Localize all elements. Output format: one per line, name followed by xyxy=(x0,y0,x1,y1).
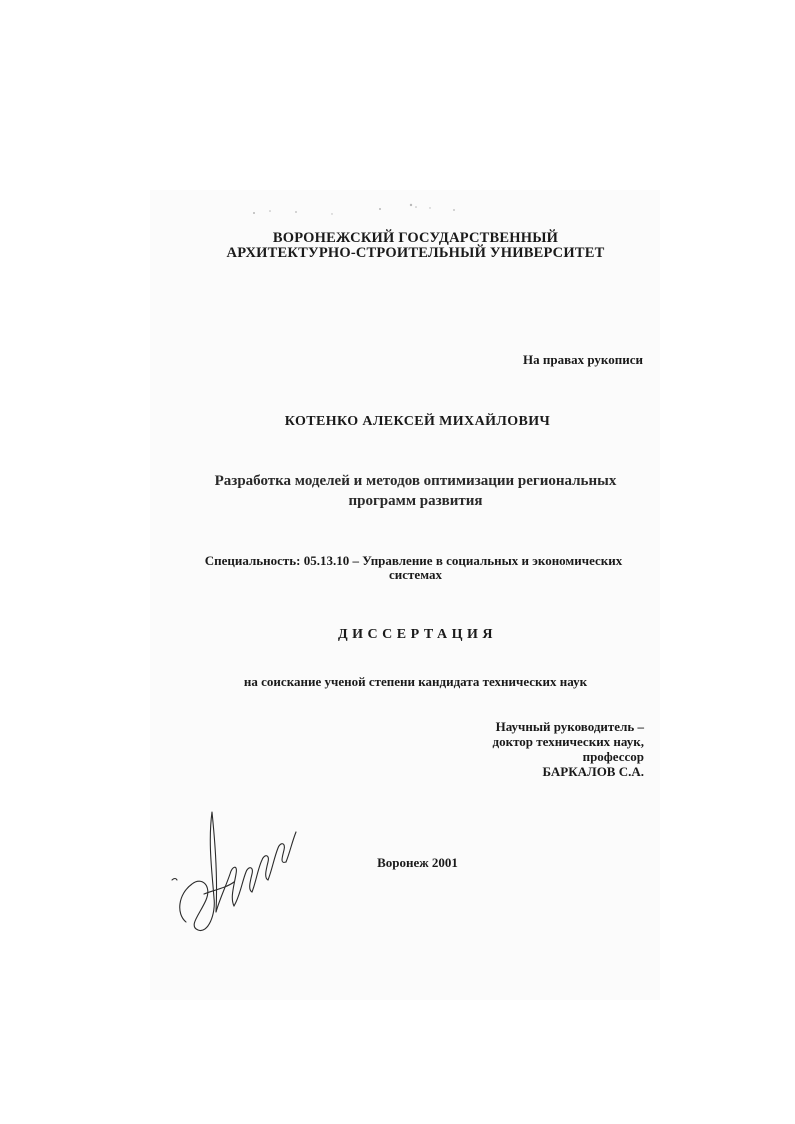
supervisor-block xyxy=(493,719,644,779)
supervisor-line2: доктор технических наук, xyxy=(492,734,644,749)
city-and-year: Воронеж 2001 xyxy=(377,855,458,870)
specialty-line1: Специальность: 05.13.10 – Управление в социальных и экономических xyxy=(204,553,623,568)
manuscript-rights-note: На правах рукописи xyxy=(523,352,643,367)
thesis-title-line1: Разработка моделей и методов оптимизации региональных xyxy=(214,473,617,489)
document-type-heading: ДИССЕРТАЦИЯ xyxy=(338,627,497,642)
university-name-line2: АРХИТЕКТУРНО-СТРОИТЕЛЬНЫЙ УНИВЕРСИТЕТ xyxy=(226,245,605,261)
scan-noise-specks xyxy=(240,195,500,219)
thesis-title-line2: программ развития xyxy=(348,493,483,509)
supervisor-line3: профессор xyxy=(582,749,644,764)
university-name-line1: ВОРОНЕЖСКИЙ ГОСУДАРСТВЕННЫЙ xyxy=(272,230,559,246)
handwritten-signature xyxy=(168,802,298,942)
author-name: КОТЕНКО АЛЕКСЕЙ МИХАЙЛОВИЧ xyxy=(284,414,551,429)
specialty-line2: системах xyxy=(389,567,442,582)
supervisor-line1: Научный руководитель – xyxy=(495,719,644,734)
supervisor-line4: БАРКАЛОВ С.А. xyxy=(542,764,644,779)
degree-statement: на соискание ученой степени кандидата технических наук xyxy=(243,674,588,689)
